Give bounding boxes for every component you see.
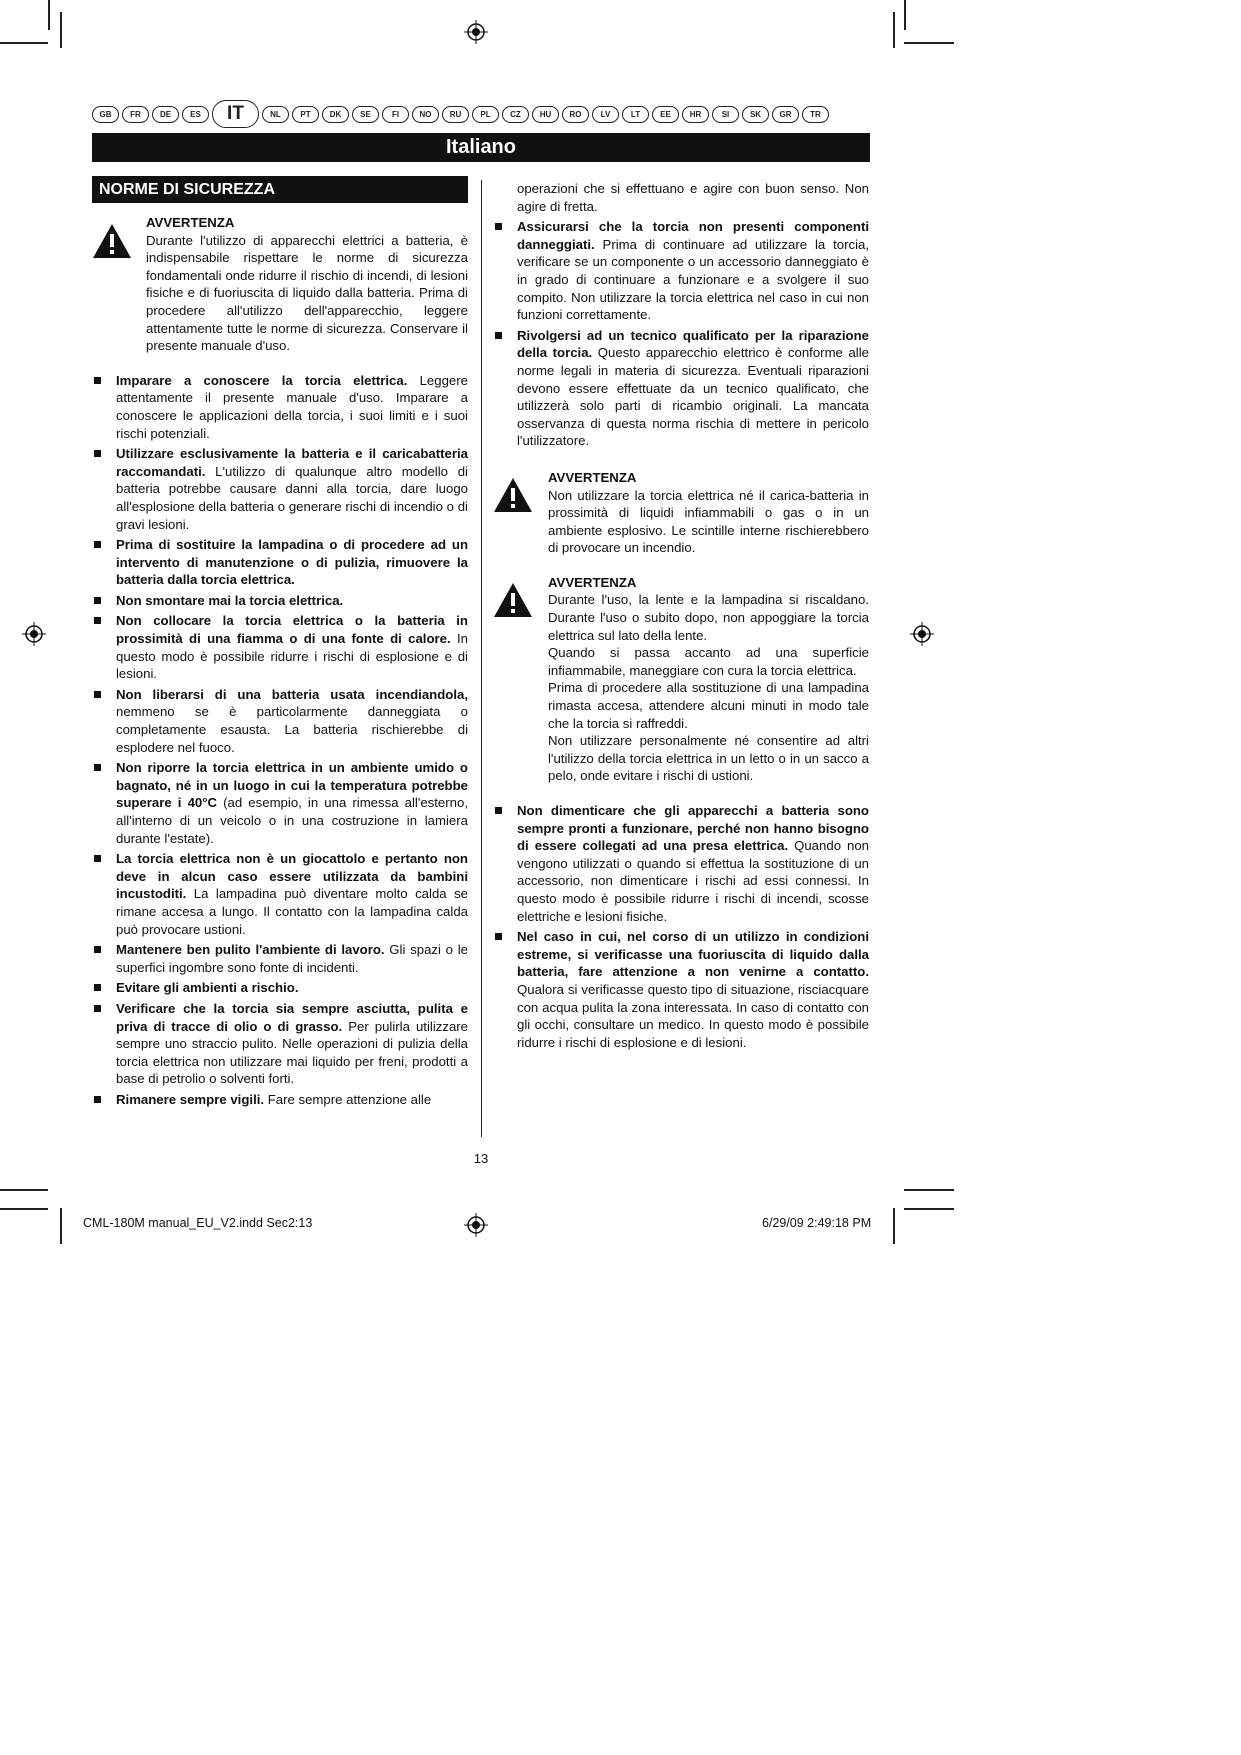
language-tabs bbox=[92, 103, 862, 125]
language-tab-tr: TR bbox=[802, 106, 829, 123]
language-tab-gr: GR bbox=[772, 106, 799, 123]
language-tab-hu: HU bbox=[532, 106, 559, 123]
warning-block bbox=[493, 469, 869, 557]
bullet-square-icon bbox=[94, 855, 101, 862]
right-bullet-list-top bbox=[493, 218, 869, 450]
bullet-square-icon bbox=[495, 223, 502, 230]
list-item-text: Leggere attentamente il presente manuale d'uso. Imparare a conoscere le applicazioni della torcia, i suoi limiti e i suoi rischi potenziali. bbox=[116, 372, 468, 441]
bullet-square-icon bbox=[94, 450, 101, 457]
list-item bbox=[92, 686, 468, 756]
warning-heading: AVVERTENZA bbox=[548, 574, 637, 590]
list-item-bold-text: Non liberarsi di una batteria usata incendiandola, bbox=[116, 686, 468, 702]
language-tab-nl: NL bbox=[262, 106, 289, 123]
bullet-square-icon bbox=[495, 933, 502, 940]
registration-mark-icon bbox=[910, 622, 934, 646]
list-item bbox=[92, 1091, 468, 1109]
list-item-bold-text: Rimanere sempre vigili. bbox=[116, 1091, 265, 1107]
list-item-bold-text: Assicurarsi che la torcia non presenti componenti danneggiati. bbox=[517, 219, 869, 252]
list-item bbox=[493, 327, 869, 450]
crop-mark bbox=[893, 1208, 895, 1244]
list-item-bold-text: Imparare a conoscere la torcia elettrica. bbox=[116, 372, 408, 388]
warning-triangle-icon bbox=[493, 477, 533, 513]
language-tab-sk: SK bbox=[742, 106, 769, 123]
bullet-square-icon bbox=[94, 617, 101, 624]
right-intro-text: operazioni che si effettuano e agire con buon senso. Non agire di fretta. bbox=[517, 181, 869, 214]
list-item-text: nemmeno se è particolarmente danneggiata o completamente esausta. La batteria rischierebbe di esplodere nel fuoco. bbox=[116, 704, 468, 755]
right-column bbox=[493, 180, 869, 1054]
warning-text: Prima di procedere alla sostituzione di una lampadina rimasta accesa, attendere alcuni minuti in modo tale che la torcia si raffreddi. bbox=[548, 680, 869, 731]
bullet-square-icon bbox=[94, 764, 101, 771]
crop-mark bbox=[0, 1208, 48, 1210]
crop-mark bbox=[48, 0, 50, 30]
language-tab-fi: FI bbox=[382, 106, 409, 123]
crop-mark bbox=[904, 42, 954, 44]
list-item-bold-text: Prima di sostituire la lampadina o di procedere ad un intervento di manutenzione o di pulizia, rimuovere la batteria dalla torcia elettrica. bbox=[116, 537, 468, 588]
crop-mark bbox=[893, 12, 895, 48]
list-item-text: Prima di continuare ad utilizzare la torcia, verificare se un componente o un accessorio danneggiato è in grado di continuare a funzionare e a svolgere il suo compito. Non utilizzare la torcia elettrica nel caso in cui non funzioni correttamente. bbox=[517, 236, 869, 323]
list-item bbox=[92, 445, 468, 533]
language-tab-hr: HR bbox=[682, 106, 709, 123]
crop-mark bbox=[0, 42, 48, 44]
list-item-bold-text: Non dimenticare che gli apparecchi a batteria sono sempre pronti a funzionare, perché non hanno bisogno di essere collegati ad una presa elettrica. bbox=[517, 803, 869, 854]
list-item bbox=[92, 850, 468, 938]
crop-mark bbox=[904, 0, 906, 30]
list-item-bold-text: Evitare gli ambienti a rischio. bbox=[116, 980, 299, 996]
list-item bbox=[92, 759, 468, 847]
warning-block bbox=[92, 214, 468, 355]
warning-block bbox=[493, 574, 869, 785]
language-tab-lv: LV bbox=[592, 106, 619, 123]
list-item-text: Qualora si verificasse questo tipo di situazione, risciacquare con acqua pulita la zona interessata. In caso di contatto con gli occhi, consultare un medico. In questo modo è possibile ridurre i rischi di esplosione e di lesioni. bbox=[517, 981, 869, 1050]
list-item bbox=[92, 941, 468, 976]
warning-heading: AVVERTENZA bbox=[548, 469, 637, 485]
column-divider bbox=[481, 180, 482, 1137]
crop-mark bbox=[0, 1189, 48, 1191]
bullet-square-icon bbox=[495, 332, 502, 339]
language-tab-lt: LT bbox=[622, 106, 649, 123]
warning-text: Non utilizzare la torcia elettrica né il carica-batteria in prossimità di liquidi infiammabili o gas o in un ambiente esplosivo. Le scintille interne rischierebbero di provocare un incendio. bbox=[548, 487, 869, 556]
language-tab-no: NO bbox=[412, 106, 439, 123]
list-item-bold-text: La torcia elettrica non è un giocattolo e pertanto non deve in alcun caso essere utilizzata da bambini incustoditi. bbox=[116, 851, 468, 902]
language-tab-pt: PT bbox=[292, 106, 319, 123]
warning-text: Quando si passa accanto ad una superficie infiammabile, maneggiare con cura la torcia elettrica. bbox=[548, 645, 869, 678]
right-bullet-list-bottom bbox=[493, 802, 869, 1051]
page-number: 13 bbox=[473, 1151, 489, 1166]
language-tab-de: DE bbox=[152, 106, 179, 123]
bullet-square-icon bbox=[495, 807, 502, 814]
warning-heading: AVVERTENZA bbox=[146, 215, 235, 230]
list-item-text: Quando non vengono utilizzati o quando si effettua la sostituzione di un accessorio, non dimenticare i rischi ad essi connessi. In questo modo è possibile ridurre i rischi di incendi, scosse elettriche e lesioni fisiche. bbox=[517, 838, 869, 924]
crop-mark bbox=[60, 1208, 62, 1244]
registration-mark-icon bbox=[464, 1213, 488, 1237]
language-tab-ee: EE bbox=[652, 106, 679, 123]
bullet-square-icon bbox=[94, 946, 101, 953]
language-tab-dk: DK bbox=[322, 106, 349, 123]
list-item-bold-text: Utilizzare esclusivamente la batteria e il caricabatteria raccomandati. bbox=[116, 446, 468, 479]
warning-triangle-icon bbox=[493, 582, 533, 618]
list-item bbox=[493, 802, 869, 925]
list-item bbox=[92, 1000, 468, 1088]
page-title: Italiano bbox=[92, 133, 870, 162]
list-item-bold-text: Rivolgersi ad un tecnico qualificato per la riparazione della torcia. bbox=[517, 327, 869, 361]
list-item bbox=[92, 592, 468, 610]
list-item-bold-text: Mantenere ben pulito l'ambiente di lavoro. bbox=[116, 942, 385, 958]
warning-text: Durante l'uso, la lente e la lampadina si riscaldano. Durante l'uso o subito dopo, non appoggiare la torcia elettrica sul lato della lente. bbox=[548, 592, 869, 643]
bullet-square-icon bbox=[94, 377, 101, 384]
bullet-square-icon bbox=[94, 691, 101, 698]
footer-file-info: CML-180M manual_EU_V2.indd Sec2:13 bbox=[83, 1216, 313, 1230]
language-tab-ru: RU bbox=[442, 106, 469, 123]
list-item bbox=[92, 979, 468, 997]
list-item-text: Gli spazi o le superfici ingombre sono fonte di incidenti. bbox=[116, 942, 468, 975]
left-column bbox=[92, 214, 468, 1112]
bullet-square-icon bbox=[94, 1096, 101, 1103]
list-item bbox=[493, 218, 869, 324]
list-item bbox=[493, 928, 869, 1051]
bullet-square-icon bbox=[94, 1005, 101, 1012]
bullet-square-icon bbox=[94, 597, 101, 604]
list-item-text: L'utilizzo di qualunque altro modello di batteria potrebbe causare danni alla torcia, dare luogo all'esplosione della batteria o generare rischi di incendio o di gravi lesioni. bbox=[116, 463, 468, 532]
warning-text: Durante l'utilizzo di apparecchi elettrici a batteria, è indispensabile rispettare le norme di sicurezza fondamentali onde ridurre il rischio di incendi, di lesioni fisiche e di fuoriuscita di liquido dalla batteria. Prima di procedere all'utilizzo dell'apparecchio, leggere attentamente tutte le norme di sicurezza. Conservare il presente manuale d'uso. bbox=[146, 232, 468, 354]
list-item-text: Fare sempre attenzione alle bbox=[264, 1091, 432, 1107]
bullet-square-icon bbox=[94, 541, 101, 548]
bullet-square-icon bbox=[94, 984, 101, 991]
list-item-text: In questo modo è possibile ridurre i rischi di esplosione e di lesioni. bbox=[116, 631, 468, 682]
language-tab-se: SE bbox=[352, 106, 379, 123]
crop-mark bbox=[904, 1208, 954, 1210]
list-item-bold-text: Non riporre la torcia elettrica in un ambiente umido o bagnato, né in un luogo in cui la temperatura potrebbe superare i 40°C bbox=[116, 760, 468, 811]
crop-mark bbox=[60, 12, 62, 48]
registration-mark-icon bbox=[464, 20, 488, 44]
list-item-bold-text: Verificare che la torcia sia sempre asciutta, pulita e priva di tracce di olio o di grasso. bbox=[116, 1000, 468, 1034]
crop-mark bbox=[904, 1189, 954, 1191]
list-item bbox=[92, 536, 468, 589]
registration-mark-icon bbox=[22, 622, 46, 646]
list-item bbox=[92, 612, 468, 682]
list-item bbox=[92, 372, 468, 442]
list-item-text: La lampadina può diventare molto calda se rimane accesa a lungo. Il contatto con la lampadina calda può provocare ustioni. bbox=[116, 886, 468, 937]
warning-text: Non utilizzare personalmente né consentire ad altri l'utilizzo della torcia elettrica in un letto o in un sacco a pelo, onde evitare i rischi di ustioni. bbox=[548, 733, 869, 784]
language-tab-si: SI bbox=[712, 106, 739, 123]
list-item-bold-text: Nel caso in cui, nel corso di un utilizzo in condizioni estreme, si verificasse una fuoriuscita di liquido dalla batteria, fare attenzione a non venirne a contatto. bbox=[517, 929, 869, 980]
list-item-text: (ad esempio, in una rimessa all'esterno, all'interno di un veicolo o in una costruzione in lamiera durante l'estate). bbox=[116, 795, 468, 846]
language-tab-cz: CZ bbox=[502, 106, 529, 123]
section-heading: NORME DI SICUREZZA bbox=[92, 176, 468, 203]
list-item-bold-text: Non collocare la torcia elettrica o la batteria in prossimità di una fiamma o di una fonte di calore. bbox=[116, 613, 468, 647]
language-tab-it: IT bbox=[212, 100, 259, 128]
language-tab-fr: FR bbox=[122, 106, 149, 123]
warning-triangle-icon bbox=[92, 223, 132, 259]
language-tab-ro: RO bbox=[562, 106, 589, 123]
list-item-text: Per pulirla utilizzare sempre uno straccio pulito. Nelle operazioni di pulizia della torcia elettrica non utilizzare mai liquido per freni, prodotti a base di petrolio o solventi forti. bbox=[116, 1018, 469, 1087]
language-tab-es: ES bbox=[182, 106, 209, 123]
left-bullet-list bbox=[92, 372, 468, 1109]
language-tab-gb: GB bbox=[92, 106, 119, 123]
footer-timestamp: 6/29/09 2:49:18 PM bbox=[762, 1216, 872, 1230]
list-item-bold-text: Non smontare mai la torcia elettrica. bbox=[116, 592, 344, 608]
list-item-text: Questo apparecchio elettrico è conforme alle norme legali in materia di sicurezza. Eventuali riparazioni devono essere effettuate da un tecnico qualificato, che utilizzerà solo parti di ricambio originali. La mancata osservanza di questa norma rischia di mettere in pericolo l'utilizzatore. bbox=[517, 345, 869, 449]
language-tab-pl: PL bbox=[472, 106, 499, 123]
